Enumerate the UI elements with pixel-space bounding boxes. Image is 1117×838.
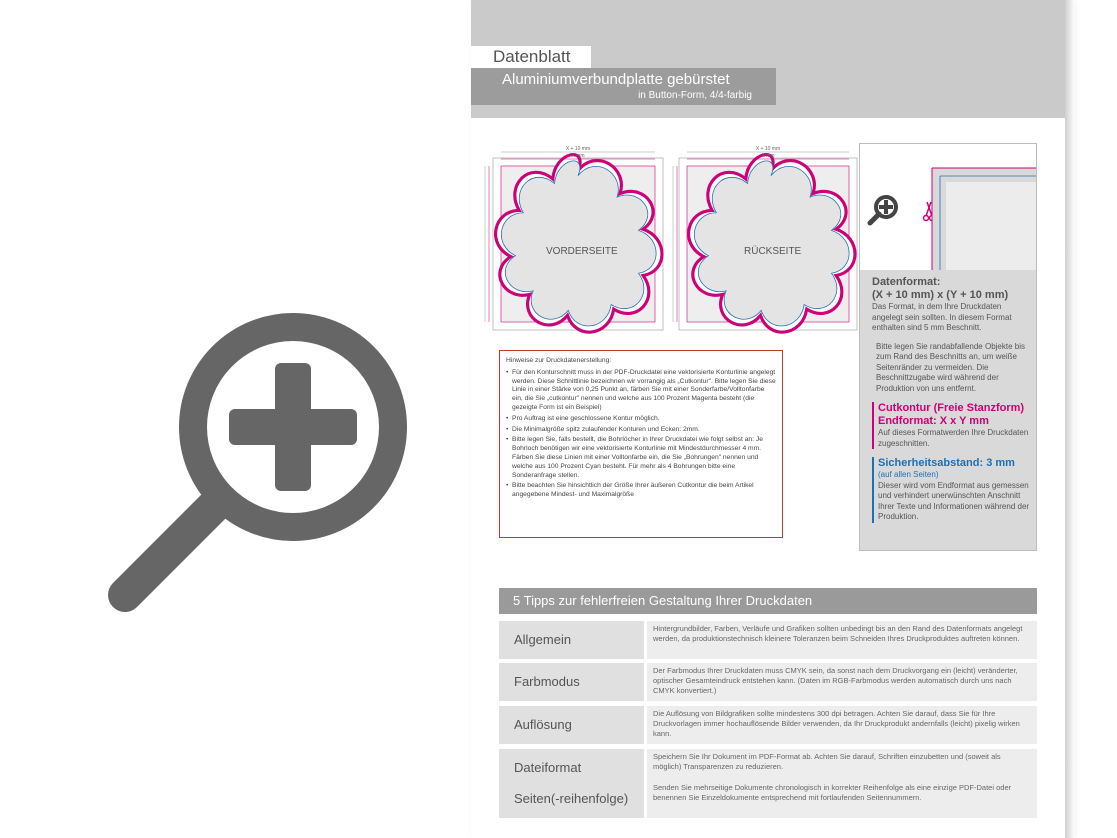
datasheet-page: [471, 0, 1065, 838]
tip-row: [499, 780, 1037, 818]
cut-size: Endformat: X x Y mm: [878, 415, 989, 427]
corner-preview: [860, 144, 1036, 270]
note-item: • Pro Auftrag ist eine geschlossene Kontur möglich.: [506, 415, 776, 424]
tip-label: Dateiformat: [499, 749, 644, 787]
safe-text: Dieser wird vom Endformat aus gemessen und verhindert unerwünschten Anschnitt Ihrer Texte und Informationen während der Produktion.: [878, 480, 1030, 521]
cut-title: Cutkontur (Freie Stanzform): [878, 402, 1025, 414]
product-subtitle: in Button-Form, 4/4-farbig: [638, 90, 752, 101]
title-bar: [471, 68, 776, 105]
format-title: Datenformat:: [872, 276, 941, 288]
tip-label: Farbmodus: [499, 663, 644, 701]
tip-row: [499, 621, 1037, 659]
format-text: Das Format, in dem Ihre Druckdaten angelegt sein sollten. In diesem Format enthalten sind 5 mm Beschnitt.: [872, 302, 1012, 332]
tip-label: Seiten(-reihenfolge): [499, 780, 644, 818]
datasheet-tab: Datenblatt: [471, 46, 591, 68]
tip-text: Senden Sie mehrseitige Dokumente chronologisch in korrekter Reihenfolge als eine einzige PDF-Datei oder benennen Sie Einzeldokumente entsprechend mit fortlaufenden Seitennummern.: [647, 780, 1037, 818]
small-zoom-icon[interactable]: [870, 197, 896, 223]
format-size: (X + 10 mm) x (Y + 10 mm): [872, 289, 1009, 301]
tip-label: Allgemein: [499, 621, 644, 659]
product-title: Aluminiumverbundplatte gebürstet: [502, 71, 730, 88]
format-diagram: [471, 140, 861, 340]
format-info-card: [859, 143, 1037, 551]
tip-text: Speichern Sie Ihr Dokument im PDF-Format ab. Achten Sie darauf, Schriften einzubetten und (soweit als möglich) Transparenzen zu reduzieren.: [647, 749, 1037, 787]
dim-x-outer-front: X + 10 mm: [565, 146, 591, 152]
note-item: • Bitte beachten Sie hinsichtlich der Größe Ihrer äußeren Cutkontur die beim Artikel angegebene Mindest- und Maximalgröße: [506, 482, 776, 500]
note-item: • Die Minimalgröße spitz zulaufender Konturen und Ecken: 2mm.: [506, 426, 776, 435]
cut-text: Auf dieses Formatwerden Ihre Druckdaten zugeschnitten.: [878, 428, 1029, 448]
bleed-text: Bitte legen Sie randabfallende Objekte bis zum Rand des Beschnitts an, um weiße Seitenränder zu vermeiden. Die Beschnittzugabe wird während der Produktion von uns entfernt.: [876, 341, 1025, 393]
front-diagram: [485, 146, 663, 332]
note-item: • Für den Konturschnitt muss in der PDF-Druckdatei eine vektorisierte Konturlinie angelegt werden. Diese Schnittlinie bezeichnen wir vorrangig als „Cutkontur". Bitte legen Sie diese Linie in einer Stärke von 0,25 Punkt an, färben Sie mit einer Sonderfarbe/Volltonfarbe ein, die Sie „cutkontur" nennen und welche aus 100 Prozent Magenta besteht (die gezeigte Form ist ein Beispiel): [506, 369, 776, 413]
dim-x-inner-back: X mm: [761, 153, 775, 159]
back-diagram: [673, 146, 857, 332]
safety-section: [872, 457, 1030, 523]
tips-heading: 5 Tipps zur fehlerfreien Gestaltung Ihrer Druckdaten: [499, 588, 1037, 614]
back-label: RÜCKSEITE: [744, 246, 802, 257]
tip-text: Die Auflösung von Bildgrafiken sollte mindestens 300 dpi betragen. Achten Sie darauf, dass Sie für Ihre Druckvorlagen immer hochauflösende Bilder verwenden, da Ihr Druckprodukt andernfalls (leicht) pixelig wirken kann.: [647, 706, 1037, 744]
front-label: VORDERSEITE: [546, 246, 618, 257]
cutcontour-section: [872, 402, 1030, 449]
print-notes-box: [499, 350, 783, 538]
tip-label: Auflösung: [499, 706, 644, 744]
safe-title: Sicherheitsabstand: 3 mm: [878, 457, 1015, 469]
note-item: • Bitte legen Sie, falls bestellt, die Bohrlöcher in Ihrer Druckdatei wie folgt selbst an: Je Bohrloch benötigen wir eine vektorisierte Konturlinie mit Mindestdurchmesser 4 mm. Färben Sie diese Linien mit einer Volltonfarbe ein, die Sie „Bohrungen" nennen und welche aus 100 Prozent Cyan besteht. Für mehr als 4 Bohrungen bitte eine Sonderanfrage stellen.: [506, 436, 776, 480]
page-shadow: [1065, 0, 1075, 838]
tip-text: Der Farbmodus Ihrer Druckdaten muss CMYK sein, da sonst nach dem Druckvorgang ein (leicht) veränderter, optischer Gesamteindruck entstehen kann. (Daten im RGB-Farbmodus werden automatisch durch uns nach CMYK konvertiert.): [647, 663, 1037, 701]
safe-sub: (auf allen Seiten): [878, 470, 939, 479]
zoom-in-icon[interactable]: [95, 295, 425, 625]
tip-row: [499, 706, 1037, 744]
tip-row: [499, 663, 1037, 701]
tip-text: Hintergrundbilder, Farben, Verläufe und Grafiken sollten unbedingt bis an den Rand des Datenformats angelegt werden, da produktionstechnisch kleinere Toleranzen beim Schneiden Ihres Druckproduktes auftreten können.: [647, 621, 1037, 659]
dim-x-outer-back: X + 10 mm: [755, 146, 781, 152]
dim-x-inner-front: X mm: [571, 153, 585, 159]
notes-heading: Hinweise zur Druckdatenerstellung:: [506, 357, 612, 364]
